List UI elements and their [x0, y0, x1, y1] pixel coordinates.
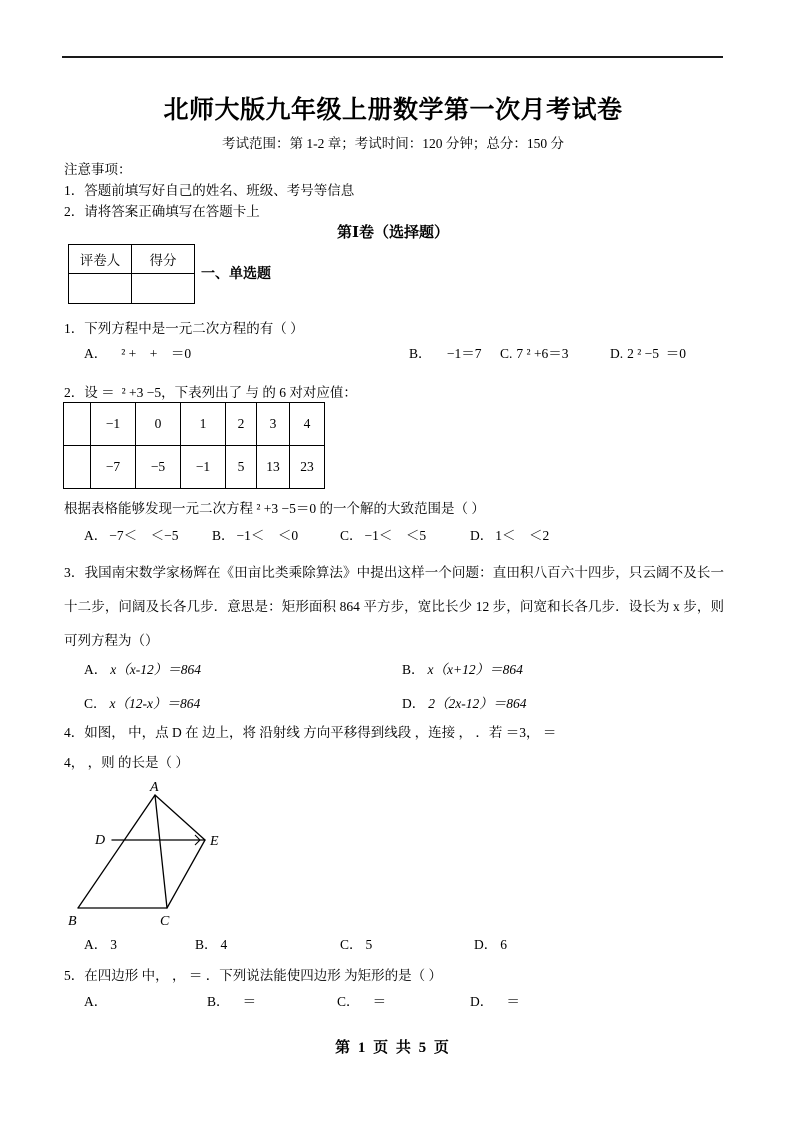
- volume-heading: 第Ⅰ卷（选择题）: [336, 225, 450, 241]
- value-cell: −5: [136, 446, 181, 489]
- question-5-options: [62, 990, 724, 1012]
- question-3: [64, 556, 724, 658]
- exam-subtitle: 考试范围：第 1-2 章；考试时间：120 分钟；总分：150 分: [222, 136, 564, 151]
- question-3-number: 3．: [64, 565, 85, 580]
- segment-AC: [155, 795, 167, 908]
- question-3-options-row-2: [62, 692, 724, 714]
- option-3-C[interactable]: C． x（12‑x）＝864: [84, 696, 201, 711]
- option-3-D[interactable]: D． 2（2x‑12）＝864: [402, 696, 527, 711]
- value-cell: 0: [136, 403, 181, 446]
- value-cell: 5: [226, 446, 257, 489]
- header-rule: [62, 56, 723, 58]
- notice-item-2: 2．请将答案正确填写在答题卡上: [64, 204, 260, 219]
- question-4-stem-line2: 4， ，则 的长是（ ）: [64, 755, 189, 770]
- option-2-B[interactable]: B． −1＜ ＜0: [212, 528, 299, 543]
- scorer-header-score: 得分: [132, 245, 195, 274]
- question-2-number: 2．: [64, 385, 85, 400]
- value-cell: −7: [91, 446, 136, 489]
- question-5: [64, 963, 726, 988]
- option-1-A[interactable]: A． ² + + ＝0: [84, 346, 192, 361]
- question-4-geometry-figure: [62, 778, 322, 928]
- option-4-B[interactable]: B． 4: [195, 937, 228, 952]
- option-5-B[interactable]: B． ＝: [207, 994, 257, 1009]
- scorer-table: [68, 244, 195, 304]
- question-2-followup: 根据表格能够发现一元二次方程 ² +3 −5＝0 的一个解的大致范围是（ ）: [64, 501, 485, 516]
- notice-heading: 注意事项：: [64, 162, 132, 177]
- option-4-A[interactable]: A． 3: [84, 937, 117, 952]
- option-3-A[interactable]: A． x（x‑12）＝864: [84, 662, 201, 677]
- value-cell: 23: [290, 446, 325, 489]
- option-2-D[interactable]: D． 1＜ ＜2: [470, 528, 550, 543]
- figure-label-A: A: [150, 780, 159, 795]
- question-1-options: [62, 342, 724, 364]
- notice-block: [64, 159, 664, 222]
- section-label-single-choice: 一、单选题: [201, 267, 271, 282]
- figure-label-D: D: [95, 833, 106, 848]
- value-cell: 3: [257, 403, 290, 446]
- value-cell: −1: [91, 403, 136, 446]
- question-5-number: 5．: [64, 968, 85, 983]
- option-3-B[interactable]: B． x（x+12）＝864: [402, 662, 523, 677]
- option-5-C[interactable]: C． ＝: [337, 994, 387, 1009]
- option-2-A[interactable]: A． −7＜ ＜−5: [84, 528, 179, 543]
- figure-label-C: C: [160, 914, 170, 928]
- question-2-stem-post: ² +3 −5，下表列出了 与 的 6 对对应值：: [121, 385, 357, 400]
- question-3-options-row-1: [62, 658, 724, 680]
- segment-CE: [167, 840, 205, 908]
- value-row-label-x: [64, 403, 91, 446]
- question-4-stem-line1: 如图， 中，点 D 在 边上，将 沿射线 方向平移得到线段 ，连接 ， ．若 ＝3， ＝: [84, 725, 557, 740]
- question-4-number: 4．: [64, 725, 85, 740]
- option-1-B[interactable]: B． −1＝7: [409, 346, 482, 361]
- page-title: 北师大版九年级上册数学第一次月考试卷: [163, 97, 623, 124]
- table-row: [64, 446, 325, 489]
- question-5-stem: 在四边形 中， ， ＝ ．下列说法能使四边形 为矩形的是（ ）: [84, 968, 442, 983]
- table-row: [69, 274, 195, 304]
- page-footer: 第 1 页 共 5 页: [335, 1040, 451, 1056]
- option-5-D[interactable]: D． ＝: [470, 994, 520, 1009]
- option-4-D[interactable]: D． 6: [474, 937, 507, 952]
- question-2-value-table: [63, 402, 325, 489]
- question-4: [64, 718, 726, 778]
- figure-label-E: E: [210, 834, 219, 849]
- scorer-header-grader: 评卷人: [69, 245, 132, 274]
- option-2-C[interactable]: C． −1＜ ＜5: [340, 528, 427, 543]
- option-1-D[interactable]: D. 2 ² −5 ＝0: [610, 346, 687, 361]
- question-2-stem-pre: 设 ＝: [84, 385, 115, 400]
- scorer-value-grader[interactable]: [69, 274, 132, 304]
- question-1-stem: 下列方程中是一元二次方程的有（ ）: [84, 321, 304, 336]
- question-2-options: [62, 524, 724, 546]
- option-1-C[interactable]: C. 7 ² +6＝3: [500, 346, 569, 361]
- value-cell: 1: [181, 403, 226, 446]
- table-row: [64, 403, 325, 446]
- value-cell: 13: [257, 446, 290, 489]
- scorer-value-score[interactable]: [132, 274, 195, 304]
- notice-item-1: 1．答题前填写好自己的姓名、班级、考号等信息: [64, 183, 355, 198]
- value-cell: −1: [181, 446, 226, 489]
- question-1: [64, 316, 726, 341]
- question-1-number: 1．: [64, 321, 85, 336]
- question-4-options: [62, 933, 724, 955]
- segment-BA: [78, 795, 155, 908]
- option-5-A[interactable]: A．: [84, 994, 108, 1009]
- value-cell: 4: [290, 403, 325, 446]
- option-4-C[interactable]: C． 5: [340, 937, 373, 952]
- question-3-stem: 我国南宋数学家杨辉在《田亩比类乘除算法》中提出这样一个问题：直田积八百六十四步，只云阔不及长一十二步，问阔及长各几步．意思是：矩形面积 864 平方步，宽比长少 12 步，问宽和长各几步．设长为 x 步，则可列方程为（）: [64, 565, 724, 648]
- figure-label-B: B: [68, 914, 77, 928]
- value-cell: 2: [226, 403, 257, 446]
- value-row-label-y: [64, 446, 91, 489]
- table-row: [69, 245, 195, 274]
- segment-AE: [155, 795, 205, 840]
